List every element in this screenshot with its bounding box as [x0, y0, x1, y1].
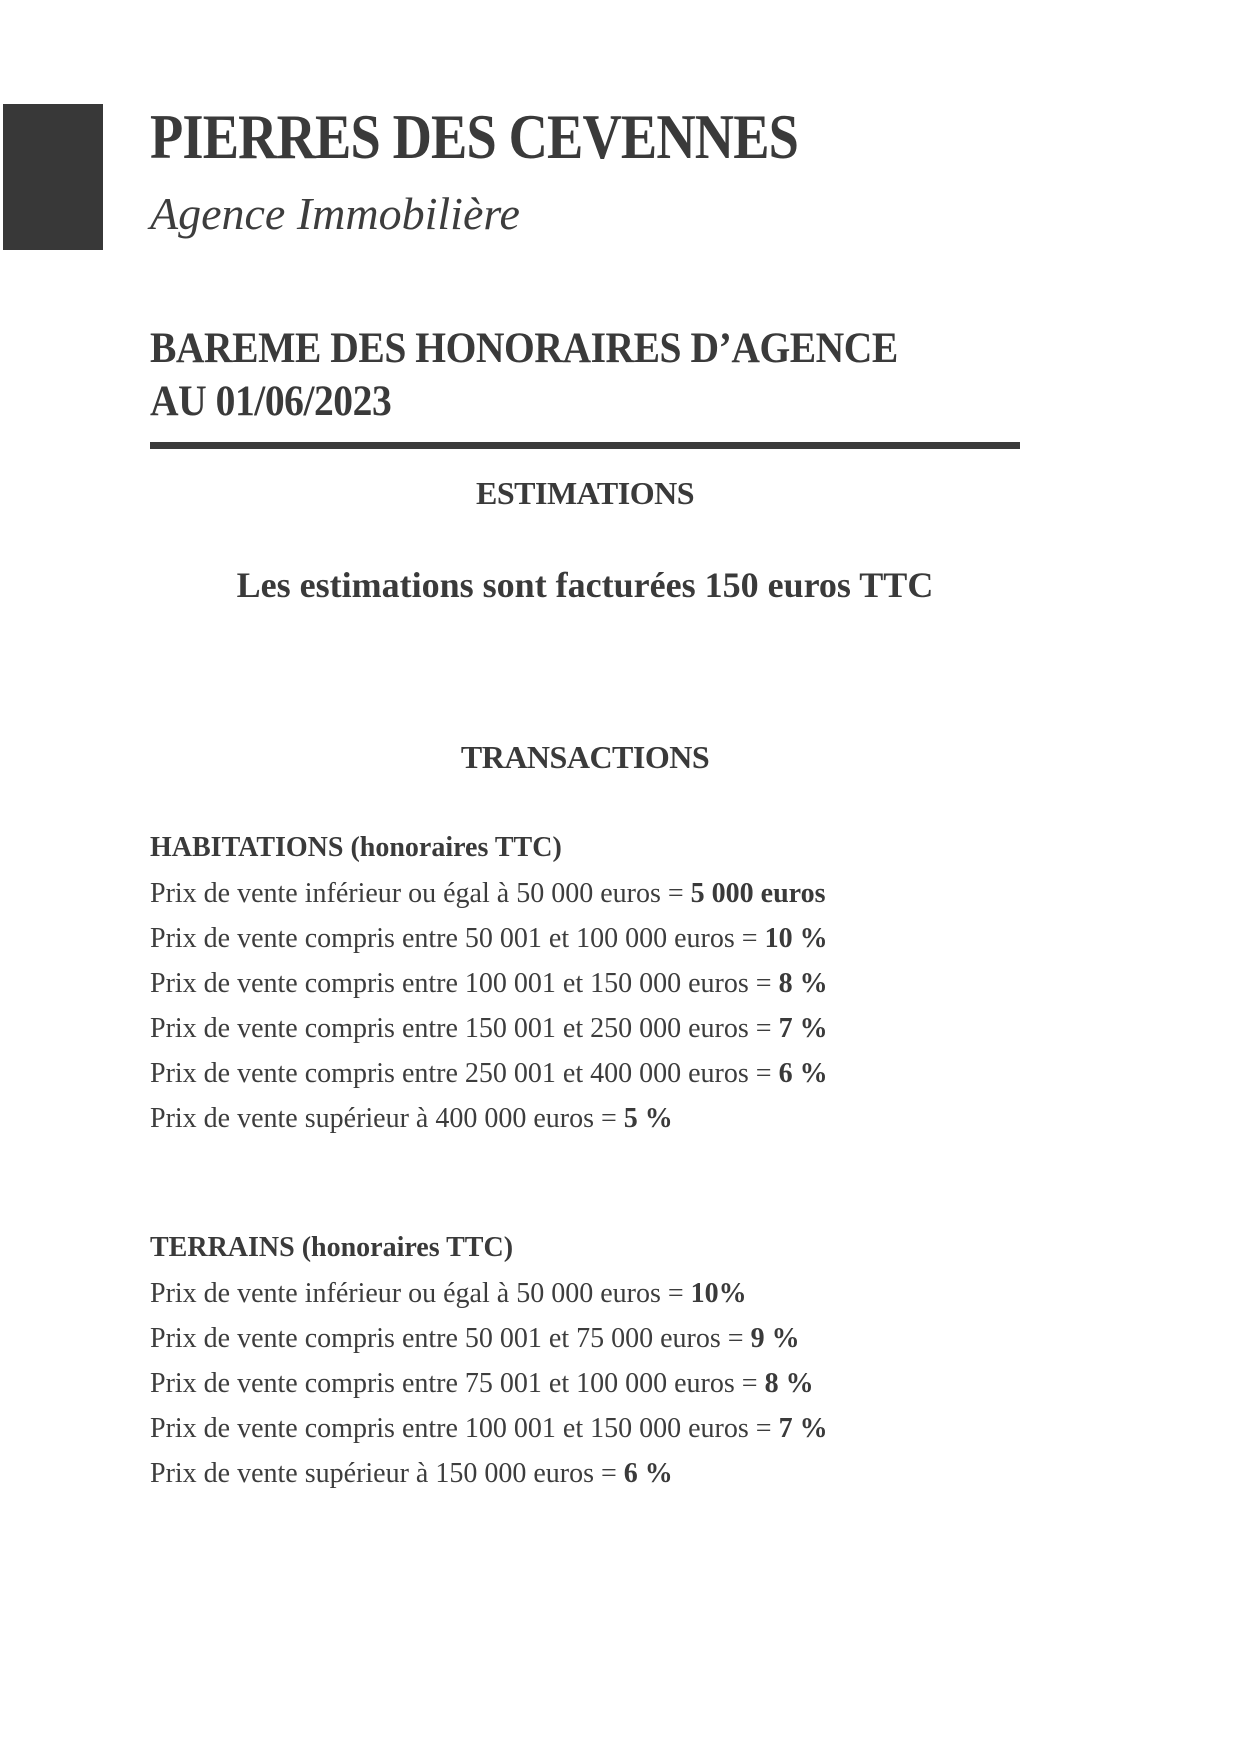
fee-line [150, 1096, 1020, 1141]
document-title [150, 322, 1020, 449]
fee-value: 6 % [778, 1058, 828, 1089]
fee-value: 9 % [750, 1323, 800, 1354]
transactions-heading: TRANSACTIONS [460, 739, 710, 775]
document-title-line2: AU 01/06/2023 [150, 378, 392, 425]
fee-text: Prix de vente supérieur à 400 000 euros = [150, 1103, 624, 1134]
fee-line [150, 1051, 1020, 1096]
fee-text: Prix de vente compris entre 100 001 et 150 000 euros = [150, 968, 779, 999]
fee-value: 7 % [778, 1013, 828, 1044]
fee-line [150, 1006, 1020, 1051]
habitations-title: HABITATIONS (honoraires TTC) [150, 832, 562, 863]
fee-line [150, 961, 1020, 1006]
fee-value: 8 % [778, 968, 828, 999]
fee-value: 10% [690, 1278, 747, 1309]
estimations-heading: ESTIMATIONS [476, 475, 694, 511]
fee-line [150, 1316, 1020, 1361]
fee-text: Prix de vente inférieur ou égal à 50 000 euros = [150, 1278, 691, 1309]
fee-line [150, 1406, 1020, 1451]
fee-value: 6 % [623, 1458, 673, 1489]
company-tagline: Agence Immobilière [150, 188, 520, 239]
document-content [150, 0, 1020, 1496]
fee-line [150, 916, 1020, 961]
fee-text: Prix de vente compris entre 50 001 et 100 000 euros = [150, 923, 765, 954]
fee-text: Prix de vente compris entre 250 001 et 400 000 euros = [150, 1058, 779, 1089]
document-title-line1: BAREME DES HONORAIRES D’AGENCE [150, 325, 898, 372]
fee-text: Prix de vente compris entre 50 001 et 75 000 euros = [150, 1323, 751, 1354]
fee-line [150, 1451, 1020, 1496]
fee-line [150, 1271, 1020, 1316]
habitations-fee-list [150, 871, 1020, 1141]
company-name: PIERRES DES CEVENNES [150, 101, 799, 172]
fee-value: 7 % [778, 1413, 828, 1444]
fee-text: Prix de vente supérieur à 150 000 euros = [150, 1458, 624, 1489]
fee-text: Prix de vente compris entre 100 001 et 150 000 euros = [150, 1413, 779, 1444]
fee-value: 8 % [764, 1368, 814, 1399]
terrains-title: TERRAINS (honoraires TTC) [150, 1232, 514, 1263]
logo-square [3, 104, 103, 250]
fee-value: 10 % [764, 923, 828, 954]
terrains-fee-list [150, 1271, 1020, 1496]
fee-value: 5 % [623, 1103, 673, 1134]
fee-text: Prix de vente compris entre 75 001 et 100 000 euros = [150, 1368, 765, 1399]
fee-value: 5 000 euros [690, 878, 826, 909]
fee-text: Prix de vente compris entre 150 001 et 250 000 euros = [150, 1013, 779, 1044]
fee-line [150, 1361, 1020, 1406]
estimation-note: Les estimations sont facturées 150 euros TTC [236, 565, 934, 605]
fee-text: Prix de vente inférieur ou égal à 50 000 euros = [150, 878, 691, 909]
fee-line [150, 871, 1020, 916]
